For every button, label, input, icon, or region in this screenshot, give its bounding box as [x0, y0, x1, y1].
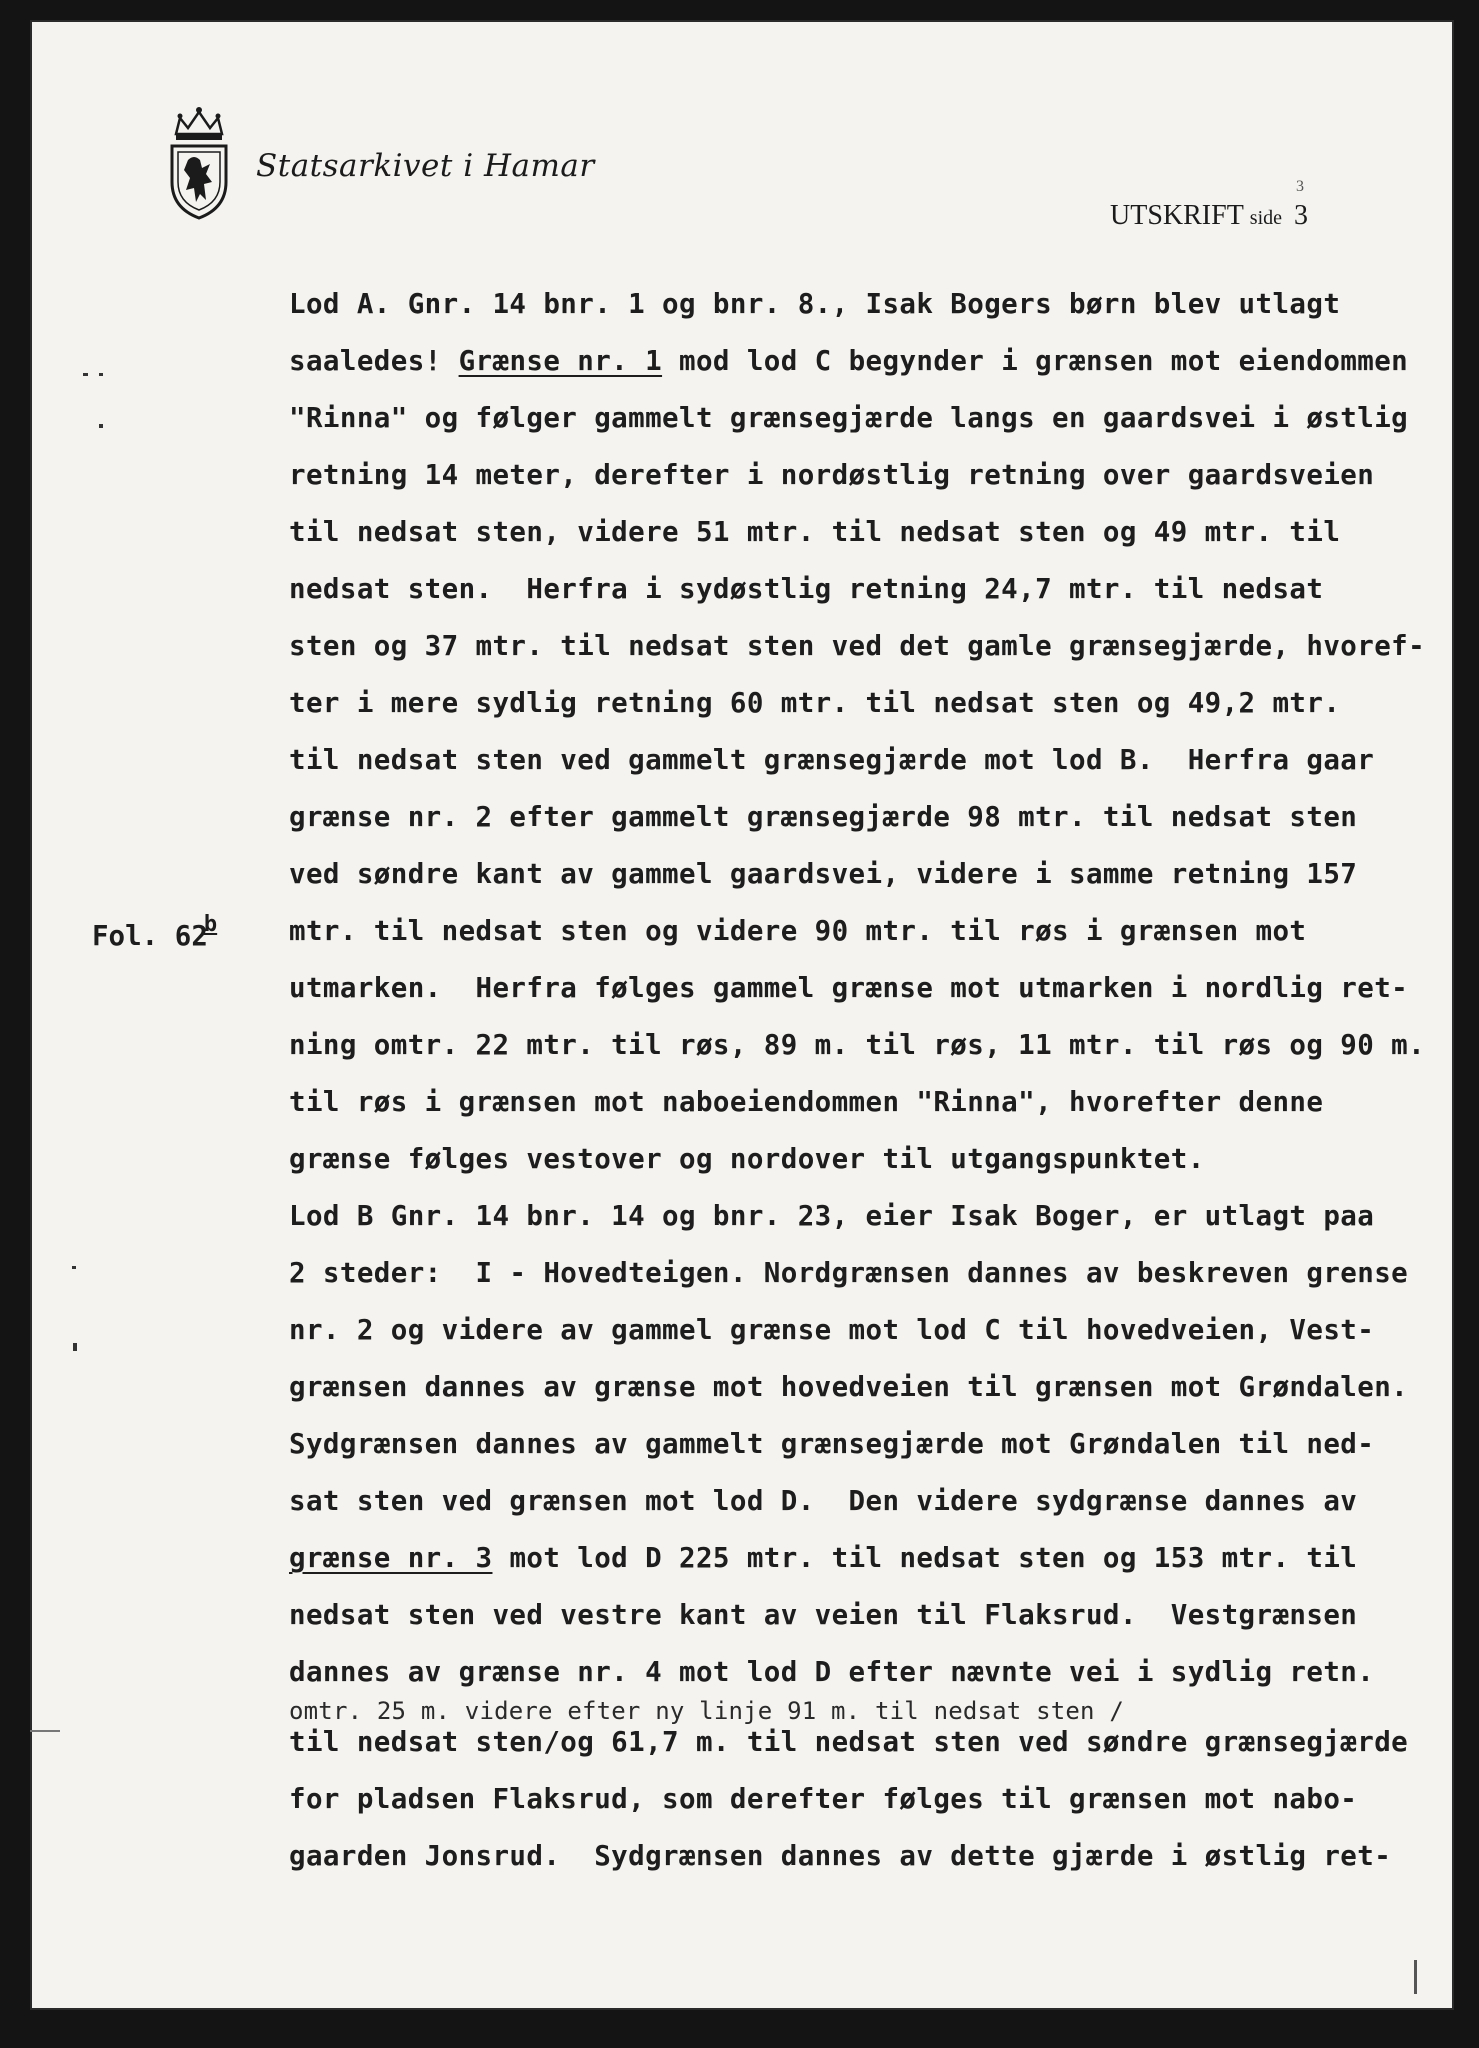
page-number: 3 3 [1294, 178, 1309, 231]
folio-note [92, 912, 218, 952]
text-line: grænse nr. 3 mot lod D 225 mtr. til nedsat sten og 153 mtr. til [289, 1542, 1358, 1574]
margin-rule [30, 1730, 60, 1732]
side-word: side [1249, 207, 1283, 229]
margin-speck [99, 373, 103, 376]
text-line: nedsat sten ved vestre kant av veien til Flaksrud. Vestgrænsen [289, 1599, 1358, 1631]
text-line: til nedsat sten, videre 51 mtr. til nedsat sten og 49 mtr. til [289, 516, 1341, 548]
underlined-text: Grænse nr. 1 [458, 345, 663, 377]
text-line: til røs i grænsen mot naboeiendommen "Rinna", hvorefter denne [289, 1086, 1324, 1118]
document-page [30, 20, 1454, 2010]
text-line: mtr. til nedsat sten og videre 90 mtr. til røs i grænsen mot [289, 915, 1307, 947]
text-line: sat sten ved grænsen mot lod D. Den videre sydgrænse dannes av [289, 1485, 1358, 1517]
text-line: grænse nr. 2 efter gammelt grænsegjærde 98 mtr. til nedsat sten [289, 801, 1358, 833]
text-line: gaarden Jonsrud. Sydgrænsen dannes av dette gjærde i østlig ret- [289, 1840, 1392, 1872]
underlined-text: grænse nr. 3 [289, 1542, 493, 1574]
text-line: saaledes! Grænse nr. 1 mod lod C begynder i grænsen mot eiendommen [289, 345, 1409, 377]
utskrift-label: UTSKRIFT [1110, 200, 1244, 231]
margin-speck [99, 424, 103, 428]
folio-label: Fol. 62 [92, 920, 208, 952]
text-line: Sydgrænsen dannes av gammelt grænsegjærde mot Grøndalen til ned- [289, 1428, 1375, 1460]
pencil-page-number: 3 [1296, 178, 1305, 195]
text-line: 2 steder: I - Hovedteigen. Nordgrænsen dannes av beskreven grense [289, 1257, 1409, 1289]
folio-superscript: b [203, 912, 218, 937]
text-line: til nedsat sten/og 61,7 m. til nedsat sten ved søndre grænsegjærde [289, 1726, 1409, 1758]
text-line: nr. 2 og videre av gammel grænse mot lod C til hovedveien, Vest- [289, 1314, 1375, 1346]
margin-speck [72, 1266, 76, 1269]
archive-name: Statsarkivet i Hamar [256, 148, 595, 184]
text-line: sten og 37 mtr. til nedsat sten ved det gamle grænsegjærde, hvoref- [289, 630, 1426, 662]
text-line: dannes av grænse nr. 4 mot lod D efter nævnte vei i sydlig retn. [289, 1656, 1375, 1688]
coat-of-arms-icon [166, 104, 232, 222]
text-line: til nedsat sten ved gammelt grænsegjærde mot lod B. Herfra gaar [289, 744, 1375, 776]
text-line: ter i mere sydlig retning 60 mtr. til nedsat sten og 49,2 mtr. [289, 687, 1341, 719]
page-header [1110, 178, 1309, 232]
text-line: ning omtr. 22 mtr. til røs, 89 m. til røs, 11 mtr. til røs og 90 m. [289, 1029, 1426, 1061]
text-line: for pladsen Flaksrud, som derefter følges til grænsen mot nabo- [289, 1783, 1358, 1815]
edge-mark [1414, 1960, 1417, 1994]
text-line: retning 14 meter, derefter i nordøstlig retning over gaardsveien [289, 459, 1375, 491]
text-line: Lod A. Gnr. 14 bnr. 1 og bnr. 8., Isak Bogers børn blev utlagt [289, 288, 1341, 320]
interlinear-insertion: omtr. 25 m. videre efter ny linje 91 m. til nedsat sten / [289, 1697, 1125, 1725]
text-line: "Rinna" og følger gammelt grænsegjærde langs en gaardsvei i østlig [289, 402, 1409, 434]
margin-speck [83, 373, 88, 376]
margin-speck [73, 1343, 77, 1351]
text-line: ved søndre kant av gammel gaardsvei, videre i samme retning 157 [289, 858, 1358, 890]
text-line: grænsen dannes av grænse mot hovedveien til grænsen mot Grøndalen. [289, 1371, 1409, 1403]
text-line: grænse følges vestover og nordover til utgangspunktet. [289, 1143, 1205, 1175]
text-line: nedsat sten. Herfra i sydøstlig retning 24,7 mtr. til nedsat [289, 573, 1324, 605]
text-line: Lod B Gnr. 14 bnr. 14 og bnr. 23, eier Isak Boger, er utlagt paa [289, 1200, 1375, 1232]
text-line: utmarken. Herfra følges gammel grænse mot utmarken i nordlig ret- [289, 972, 1409, 1004]
